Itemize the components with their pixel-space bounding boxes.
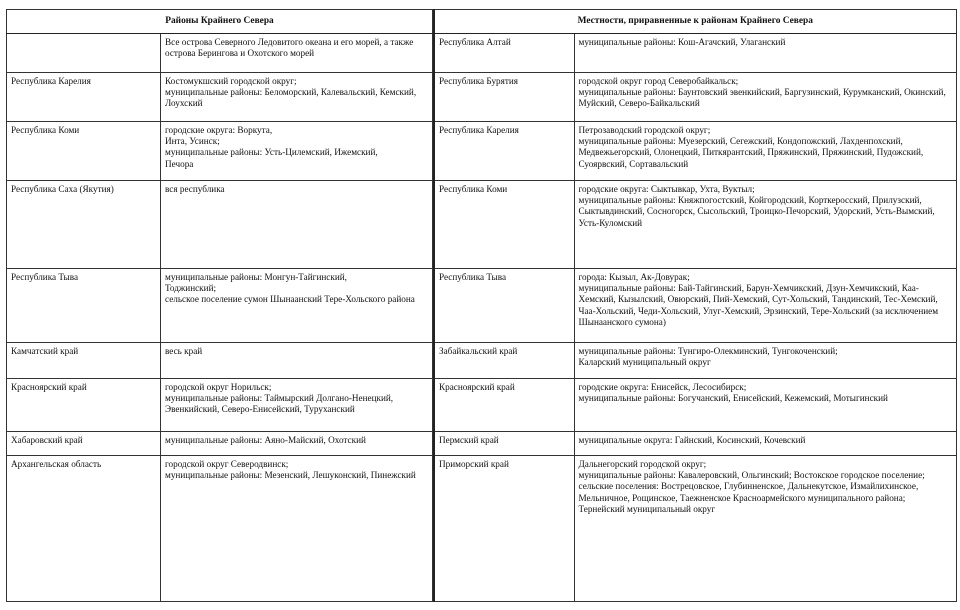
table-row	[7, 343, 433, 379]
region-cell: Забайкальский край	[434, 343, 574, 379]
description-line: Инта, Усинск;	[165, 136, 220, 147]
description-cell	[574, 343, 956, 379]
description-line: городские округа: Воркута,	[165, 125, 273, 135]
description-line: муниципальные округа: Гайнский, Косинский, Кочевский	[578, 435, 806, 445]
description-line: муниципальные районы: Баунтовский эвенкийский, Баргузинский, Курумканский, Окинский, Муйский, Северо-Байкальский	[578, 87, 946, 109]
table-row	[7, 122, 433, 181]
equated-areas-table	[433, 9, 957, 602]
table-row	[434, 34, 956, 73]
description-cell	[574, 34, 956, 73]
description-line: весь край	[165, 346, 203, 356]
description-line: городской округ Норильск;	[165, 382, 272, 392]
table-row	[7, 34, 433, 73]
description-line: муниципальные районы: Кавалеровский, Ольгинский; Востокское городское поселение;	[578, 470, 925, 481]
description-line: Каларский муниципальный округ	[578, 357, 711, 368]
description-cell	[574, 181, 956, 269]
description-line: городской округ Северодвинск;	[165, 459, 289, 469]
table-row	[7, 73, 433, 122]
description-cell	[161, 456, 433, 602]
table-row	[434, 456, 956, 602]
description-line: Печора	[165, 158, 194, 169]
description-cell	[161, 181, 433, 269]
region-cell: Республика Карелия	[7, 73, 161, 122]
region-cell: Республика Тыва	[7, 269, 161, 343]
table-row	[434, 181, 956, 269]
table-row	[7, 269, 433, 343]
table-row	[434, 122, 956, 181]
description-line: сельские поселения: Вострецовское, Глубинненское, Дальнекутское, Измайлихинское, Мельничное, Рощинское, Таежненское Красноармейского муниципального района;	[578, 481, 919, 503]
description-cell	[574, 122, 956, 181]
description-line: города: Кызыл, Ак-Довурак;	[578, 272, 690, 282]
description-cell	[574, 456, 956, 602]
description-line: городские округа: Енисейск, Лесосибирск;	[578, 382, 747, 392]
region-cell: Республика Коми	[7, 122, 161, 181]
table-row	[7, 379, 433, 432]
description-line: Костомукшский городской округ;	[165, 76, 297, 86]
table-header-row	[434, 10, 956, 34]
description-line: Тоджинский;	[165, 283, 217, 294]
table-row	[434, 343, 956, 379]
description-line: муниципальные районы: Кош-Агачский, Улаганский	[578, 37, 786, 47]
description-line: Тернейский муниципальный округ	[578, 503, 716, 514]
description-line: муниципальные районы: Аяно-Майский, Охотский	[165, 435, 366, 445]
region-cell: Республика Саха (Якутия)	[7, 181, 161, 269]
table-row	[7, 181, 433, 269]
description-cell	[574, 73, 956, 122]
table-row	[434, 379, 956, 432]
region-cell: Республика Алтай	[434, 34, 574, 73]
description-line: муниципальные районы: Беломорский, Калевальский, Кемский, Лоухский	[165, 87, 417, 109]
region-cell: Хабаровский край	[7, 432, 161, 456]
description-line: муниципальные районы: Княжпогостский, Койгородский, Корткеросский, Прилузский, Сыктывдинский, Сосногорск, Сысольский, Троицко-Печорский, Удорский, Усть-Вымский, Усть-Куломский	[578, 195, 935, 228]
table-row	[434, 73, 956, 122]
description-cell	[161, 73, 433, 122]
description-cell	[574, 269, 956, 343]
description-line: Все острова Северного Ледовитого океана и его морей, а также острова Берингова и Охотского морей	[165, 37, 414, 59]
description-line: городские округа: Сыктывкар, Ухта, Вуктыл;	[578, 184, 755, 194]
region-cell: Камчатский край	[7, 343, 161, 379]
region-cell: Республика Тыва	[434, 269, 574, 343]
table-row	[434, 432, 956, 456]
description-line: Петрозаводский городской округ;	[578, 125, 711, 135]
description-line: муниципальные районы: Таймырский Долгано-Ненецкий, Эвенкийский, Северо-Енисейский, Туруханский	[165, 393, 394, 415]
description-cell	[161, 34, 433, 73]
equated-areas-header: Местности, приравненные к районам Крайнего Севера	[434, 10, 956, 34]
region-cell: Красноярский край	[434, 379, 574, 432]
region-cell: Республика Бурятия	[434, 73, 574, 122]
far-north-header: Районы Крайнего Севера	[7, 10, 433, 34]
description-line: муниципальные районы: Бай-Тайгинский, Барун-Хемчикский, Дзун-Хемчикский, Каа-Хемский, Кызылский, Овюрский, Пий-Хемский, Сут-Хольский, Тандинский, Тес-Хемский, Чаа-Хольский, Чеди-Хольский, Улуг-Хемский, Эрзинский, Тере-Хольский (за исключением Шынаанского сумона)	[578, 283, 939, 327]
description-cell	[574, 432, 956, 456]
region-cell: Архангельская область	[7, 456, 161, 602]
description-cell	[161, 343, 433, 379]
region-cell: Красноярский край	[7, 379, 161, 432]
description-line: муниципальные районы: Муезерский, Сегежский, Кондопожский, Лахденпохский, Медвежьегорский, Олонецкий, Питкярантский, Пряжинский, Пряжинский, Пудожский, Суоярвский, Сортавальский	[578, 136, 924, 169]
table-row	[434, 269, 956, 343]
region-cell	[7, 34, 161, 73]
tables-container	[6, 9, 954, 602]
table-header-row	[7, 10, 433, 34]
table-row	[7, 432, 433, 456]
region-cell: Приморский край	[434, 456, 574, 602]
description-line: муниципальные районы: Монгун-Тайгинский,	[165, 272, 347, 282]
region-cell: Пермский край	[434, 432, 574, 456]
description-line: вся республика	[165, 184, 225, 194]
description-line: муниципальные районы: Мезенский, Лешуконский, Пинежский	[165, 470, 416, 481]
description-cell	[161, 122, 433, 181]
description-cell	[574, 379, 956, 432]
description-line: сельское поселение сумон Шынаанский Тере-Хольского района	[165, 294, 415, 305]
far-north-table	[6, 9, 433, 602]
description-line: городской округ город Северобайкальск;	[578, 76, 739, 86]
region-cell: Республика Карелия	[434, 122, 574, 181]
description-cell	[161, 432, 433, 456]
description-line: муниципальные районы: Усть-Цилемский, Ижемский,	[165, 147, 378, 158]
description-line: муниципальные районы: Тунгиро-Олекминский, Тунгокоченский;	[578, 346, 838, 356]
description-cell	[161, 379, 433, 432]
description-cell	[161, 269, 433, 343]
description-line: муниципальные районы: Богучанский, Енисейский, Кежемский, Мотыгинский	[578, 393, 888, 404]
table-row	[7, 456, 433, 602]
description-line: Дальнегорский городской округ;	[578, 459, 707, 469]
region-cell: Республика Коми	[434, 181, 574, 269]
